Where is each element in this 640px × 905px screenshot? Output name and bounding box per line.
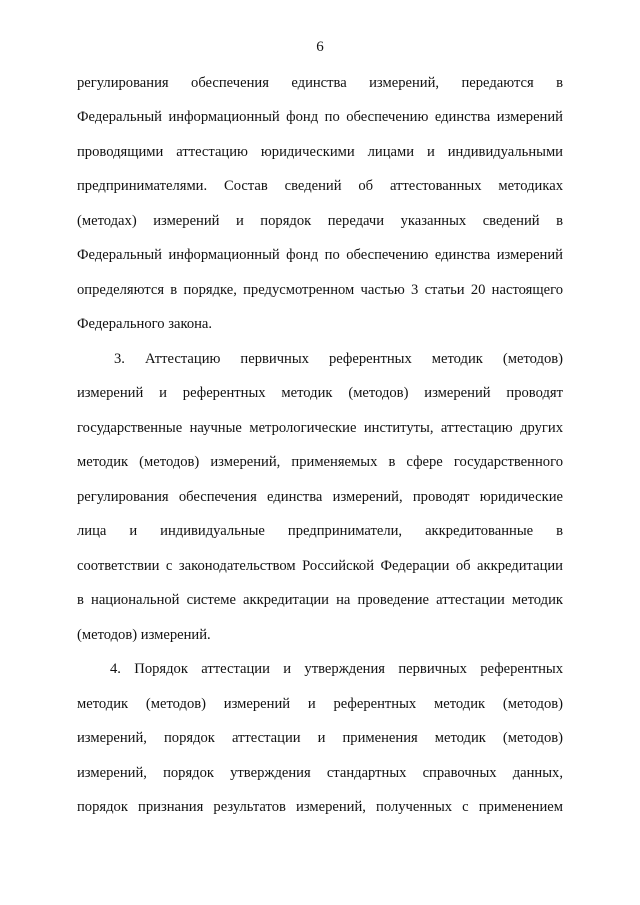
text-line: регулирования обеспечения единства измерений, передаются в bbox=[77, 75, 563, 91]
text-line: государственные научные метрологические институты, аттестацию других bbox=[77, 420, 563, 436]
text-line: регулирования обеспечения единства измерений, проводят юридические bbox=[77, 489, 563, 505]
text-line: (методов) измерений. bbox=[77, 627, 211, 643]
text-line: измерений, порядок аттестации и применения методик (методов) bbox=[77, 730, 563, 746]
text-line: в национальной системе аккредитации на проведение аттестации методик bbox=[77, 592, 563, 608]
page-number: 6 bbox=[316, 39, 324, 55]
text-line: лица и индивидуальные предприниматели, аккредитованные в bbox=[77, 523, 563, 539]
text-line: 4. Порядок аттестации и утверждения первичных референтных bbox=[110, 661, 563, 677]
text-line: определяются в порядке, предусмотренном частью 3 статьи 20 настоящего bbox=[77, 282, 563, 298]
text-line: Федеральный информационный фонд по обеспечению единства измерений bbox=[77, 109, 563, 125]
text-line: методик (методов) измерений и референтных методик (методов) bbox=[77, 696, 563, 712]
text-line: соответствии с законодательством Российской Федерации об аккредитации bbox=[77, 558, 563, 574]
text-line: Федерального закона. bbox=[77, 316, 213, 332]
text-line: измерений и референтных методик (методов) измерений проводят bbox=[77, 385, 563, 401]
text-line: предпринимателями. Состав сведений об аттестованных методиках bbox=[77, 178, 563, 194]
text-line: Федеральный информационный фонд по обеспечению единства измерений bbox=[77, 247, 563, 263]
text-line: методик (методов) измерений, применяемых в сфере государственного bbox=[77, 454, 563, 470]
text-line: 3. Аттестацию первичных референтных методик (методов) bbox=[114, 351, 563, 367]
text-line: проводящими аттестацию юридическими лицами и индивидуальными bbox=[77, 144, 563, 160]
text-line: измерений, порядок утверждения стандартных справочных данных, bbox=[77, 765, 563, 781]
text-line: (методах) измерений и порядок передачи указанных сведений в bbox=[77, 213, 563, 229]
text-line: порядок признания результатов измерений, полученных с применением bbox=[77, 799, 563, 815]
